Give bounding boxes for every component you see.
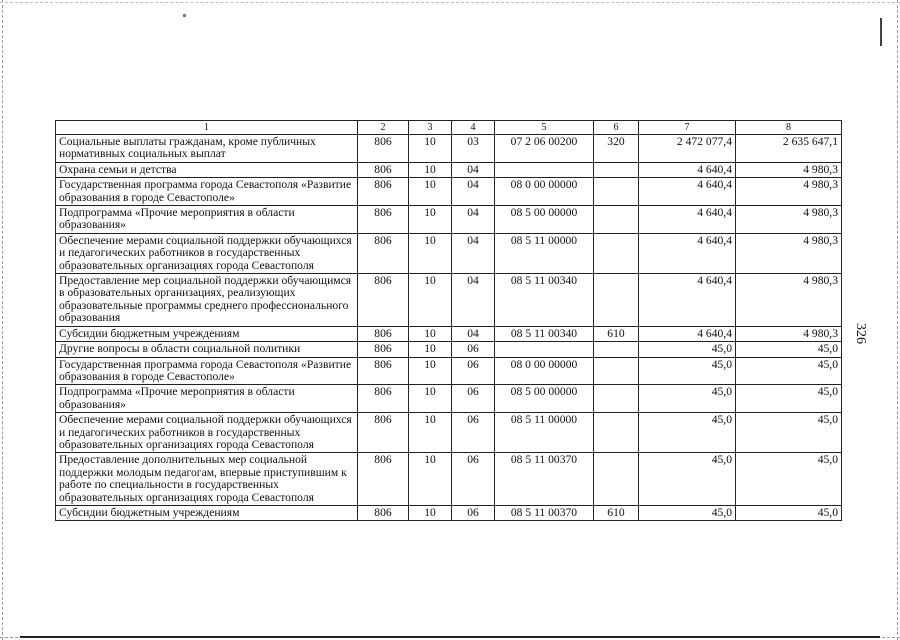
row-amount-year1-cell: 4 640,4 bbox=[639, 178, 736, 206]
scan-corner-mark bbox=[880, 18, 882, 46]
table-header-row bbox=[56, 121, 842, 135]
row-ministry-code-cell: 806 bbox=[358, 413, 409, 453]
row-amount-year1-cell: 4 640,4 bbox=[639, 326, 736, 341]
row-amount-year1-cell: 45,0 bbox=[639, 342, 736, 357]
table-row bbox=[56, 413, 842, 453]
row-expense-type-cell bbox=[594, 385, 639, 413]
table-row bbox=[56, 385, 842, 413]
header-cell-3: 3 bbox=[409, 121, 452, 135]
row-target-article-cell: 08 5 00 00000 bbox=[495, 385, 594, 413]
row-expense-type-cell bbox=[594, 162, 639, 177]
row-name-cell: Охрана семьи и детства bbox=[56, 162, 358, 177]
row-target-article-cell: 08 0 00 00000 bbox=[495, 357, 594, 385]
table-row bbox=[56, 233, 842, 273]
row-target-article-cell: 08 5 11 00370 bbox=[495, 505, 594, 520]
row-amount-year2-cell: 45,0 bbox=[736, 413, 842, 453]
row-name-cell: Социальные выплаты гражданам, кроме публичных нормативных социальных выплат bbox=[56, 135, 358, 163]
row-ministry-code-cell: 806 bbox=[358, 505, 409, 520]
row-amount-year2-cell: 4 980,3 bbox=[736, 274, 842, 327]
row-amount-year2-cell: 4 980,3 bbox=[736, 326, 842, 341]
row-section-cell: 10 bbox=[409, 162, 452, 177]
row-ministry-code-cell: 806 bbox=[358, 453, 409, 506]
scan-speck bbox=[183, 14, 186, 17]
row-subsection-cell: 04 bbox=[452, 326, 495, 341]
row-amount-year1-cell: 2 472 077,4 bbox=[639, 135, 736, 163]
row-expense-type-cell: 320 bbox=[594, 135, 639, 163]
row-name-cell: Обеспечение мерами социальной поддержки обучающихся и педагогических работников в государственных образовательных организациях города Севастополя bbox=[56, 413, 358, 453]
row-name-cell: Субсидии бюджетным учреждениям bbox=[56, 326, 358, 341]
row-name-cell: Предоставление мер социальной поддержки обучающимся в образовательных организациях, реализующих образовательные программы среднего профессионального образования bbox=[56, 274, 358, 327]
table-body bbox=[56, 121, 842, 521]
row-section-cell: 10 bbox=[409, 274, 452, 327]
row-subsection-cell: 06 bbox=[452, 385, 495, 413]
row-amount-year1-cell: 45,0 bbox=[639, 505, 736, 520]
row-expense-type-cell bbox=[594, 178, 639, 206]
row-name-cell: Обеспечение мерами социальной поддержки обучающихся и педагогических работников в государственных образовательных организациях города Севастополя bbox=[56, 233, 358, 273]
table-row bbox=[56, 206, 842, 234]
row-expense-type-cell: 610 bbox=[594, 326, 639, 341]
header-cell-6: 6 bbox=[594, 121, 639, 135]
row-ministry-code-cell: 806 bbox=[358, 162, 409, 177]
row-amount-year2-cell: 4 980,3 bbox=[736, 178, 842, 206]
table-row bbox=[56, 162, 842, 177]
row-amount-year2-cell: 4 980,3 bbox=[736, 206, 842, 234]
row-amount-year1-cell: 4 640,4 bbox=[639, 162, 736, 177]
row-expense-type-cell bbox=[594, 206, 639, 234]
row-target-article-cell bbox=[495, 342, 594, 357]
row-expense-type-cell bbox=[594, 274, 639, 327]
row-subsection-cell: 06 bbox=[452, 413, 495, 453]
row-target-article-cell: 08 0 00 00000 bbox=[495, 178, 594, 206]
table-row bbox=[56, 342, 842, 357]
row-section-cell: 10 bbox=[409, 342, 452, 357]
row-name-cell: Другие вопросы в области социальной политики bbox=[56, 342, 358, 357]
table-row bbox=[56, 505, 842, 520]
row-expense-type-cell bbox=[594, 233, 639, 273]
row-section-cell: 10 bbox=[409, 326, 452, 341]
row-name-cell: Подпрограмма «Прочие мероприятия в области образования» bbox=[56, 206, 358, 234]
scan-edge-top bbox=[0, 2, 900, 3]
row-target-article-cell: 07 2 06 00200 bbox=[495, 135, 594, 163]
page-number: 326 bbox=[853, 323, 868, 344]
scan-edge-right bbox=[897, 0, 898, 640]
table-row bbox=[56, 357, 842, 385]
row-target-article-cell: 08 5 11 00340 bbox=[495, 274, 594, 327]
row-name-cell: Подпрограмма «Прочие мероприятия в области образования» bbox=[56, 385, 358, 413]
row-amount-year1-cell: 45,0 bbox=[639, 385, 736, 413]
row-section-cell: 10 bbox=[409, 453, 452, 506]
row-expense-type-cell: 610 bbox=[594, 505, 639, 520]
row-amount-year1-cell: 4 640,4 bbox=[639, 233, 736, 273]
row-name-cell: Субсидии бюджетным учреждениям bbox=[56, 505, 358, 520]
row-subsection-cell: 04 bbox=[452, 178, 495, 206]
row-subsection-cell: 06 bbox=[452, 342, 495, 357]
table-row bbox=[56, 453, 842, 506]
row-expense-type-cell bbox=[594, 413, 639, 453]
row-section-cell: 10 bbox=[409, 413, 452, 453]
row-section-cell: 10 bbox=[409, 357, 452, 385]
scan-edge-left bbox=[2, 0, 3, 640]
row-name-cell: Государственная программа города Севастополя «Развитие образования в городе Севастополе» bbox=[56, 357, 358, 385]
header-cell-4: 4 bbox=[452, 121, 495, 135]
row-section-cell: 10 bbox=[409, 206, 452, 234]
row-subsection-cell: 06 bbox=[452, 505, 495, 520]
row-ministry-code-cell: 806 bbox=[358, 342, 409, 357]
row-section-cell: 10 bbox=[409, 135, 452, 163]
row-amount-year1-cell: 4 640,4 bbox=[639, 206, 736, 234]
row-expense-type-cell bbox=[594, 342, 639, 357]
row-expense-type-cell bbox=[594, 357, 639, 385]
row-amount-year2-cell: 45,0 bbox=[736, 385, 842, 413]
row-section-cell: 10 bbox=[409, 233, 452, 273]
row-amount-year1-cell: 45,0 bbox=[639, 413, 736, 453]
row-amount-year1-cell: 45,0 bbox=[639, 357, 736, 385]
row-amount-year2-cell: 45,0 bbox=[736, 342, 842, 357]
header-cell-5: 5 bbox=[495, 121, 594, 135]
row-target-article-cell bbox=[495, 162, 594, 177]
row-amount-year1-cell: 4 640,4 bbox=[639, 274, 736, 327]
row-ministry-code-cell: 806 bbox=[358, 135, 409, 163]
row-target-article-cell: 08 5 11 00000 bbox=[495, 233, 594, 273]
row-amount-year1-cell: 45,0 bbox=[639, 453, 736, 506]
row-ministry-code-cell: 806 bbox=[358, 178, 409, 206]
row-amount-year2-cell: 4 980,3 bbox=[736, 233, 842, 273]
row-section-cell: 10 bbox=[409, 385, 452, 413]
row-name-cell: Предоставление дополнительных мер социальной поддержки молодым педагогам, впервые приступившим к работе по специальности в государственных образовательных организациях города Севастополя bbox=[56, 453, 358, 506]
row-target-article-cell: 08 5 11 00370 bbox=[495, 453, 594, 506]
table-row bbox=[56, 178, 842, 206]
budget-table bbox=[55, 120, 842, 521]
header-cell-1: 1 bbox=[56, 121, 358, 135]
row-ministry-code-cell: 806 bbox=[358, 206, 409, 234]
header-cell-7: 7 bbox=[639, 121, 736, 135]
row-ministry-code-cell: 806 bbox=[358, 357, 409, 385]
row-amount-year2-cell: 45,0 bbox=[736, 505, 842, 520]
row-subsection-cell: 04 bbox=[452, 233, 495, 273]
row-subsection-cell: 04 bbox=[452, 162, 495, 177]
row-target-article-cell: 08 5 11 00340 bbox=[495, 326, 594, 341]
row-target-article-cell: 08 5 00 00000 bbox=[495, 206, 594, 234]
row-ministry-code-cell: 806 bbox=[358, 233, 409, 273]
table-row bbox=[56, 326, 842, 341]
row-amount-year2-cell: 2 635 647,1 bbox=[736, 135, 842, 163]
row-section-cell: 10 bbox=[409, 178, 452, 206]
row-ministry-code-cell: 806 bbox=[358, 326, 409, 341]
row-name-cell: Государственная программа города Севастополя «Развитие образования в городе Севастополе» bbox=[56, 178, 358, 206]
row-subsection-cell: 04 bbox=[452, 206, 495, 234]
row-ministry-code-cell: 806 bbox=[358, 274, 409, 327]
row-subsection-cell: 04 bbox=[452, 274, 495, 327]
row-target-article-cell: 08 5 11 00000 bbox=[495, 413, 594, 453]
row-section-cell: 10 bbox=[409, 505, 452, 520]
table-row bbox=[56, 135, 842, 163]
table-row bbox=[56, 274, 842, 327]
row-amount-year2-cell: 45,0 bbox=[736, 357, 842, 385]
row-expense-type-cell bbox=[594, 453, 639, 506]
row-subsection-cell: 06 bbox=[452, 453, 495, 506]
header-cell-8: 8 bbox=[736, 121, 842, 135]
row-amount-year2-cell: 45,0 bbox=[736, 453, 842, 506]
row-ministry-code-cell: 806 bbox=[358, 385, 409, 413]
row-subsection-cell: 06 bbox=[452, 357, 495, 385]
row-subsection-cell: 03 bbox=[452, 135, 495, 163]
row-amount-year2-cell: 4 980,3 bbox=[736, 162, 842, 177]
header-cell-2: 2 bbox=[358, 121, 409, 135]
bottom-rule bbox=[20, 636, 880, 638]
